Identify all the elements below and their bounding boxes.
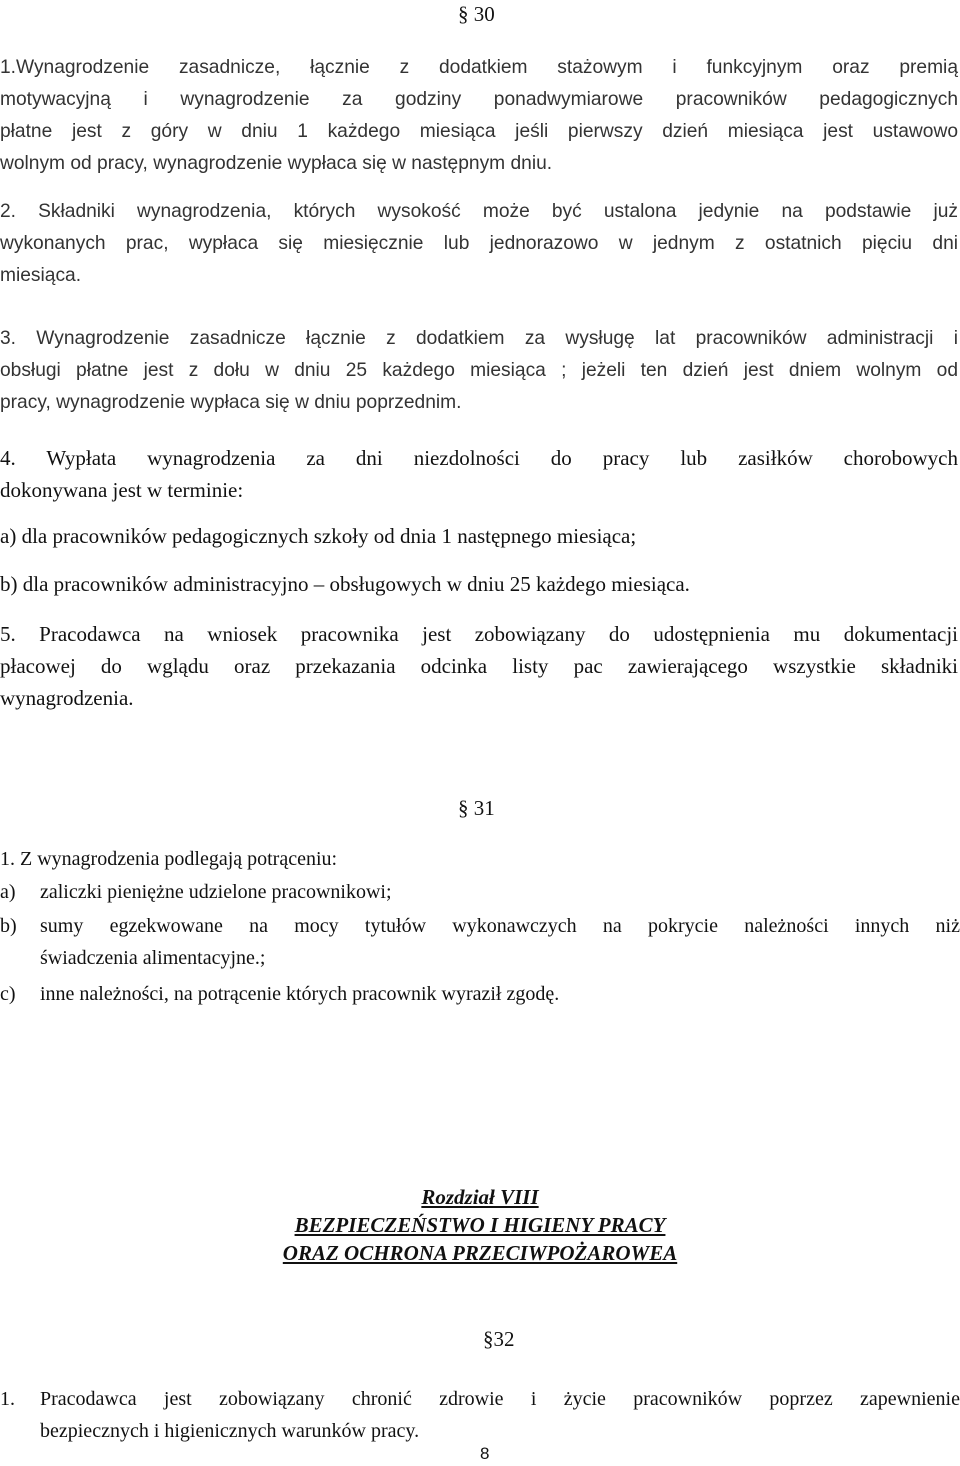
paragraph-3-line-1: 3. Wynagrodzenie zasadnicze łącznie z dodatkiem za wysługę lat pracowników administracji i [0, 328, 958, 349]
paragraph-4-line-1: 4. Wypłata wynagrodzenia za dni niezdolności do pracy lub zasiłków chorobowych [0, 446, 958, 470]
section-31-intro: 1. Z wynagrodzenia podlegają potrąceniu: [0, 848, 338, 870]
section-31-item-c [0, 978, 960, 1010]
section-32-item-1-line-2: bezpiecznych i higienicznych warunków pracy. [40, 1420, 420, 1442]
paragraph-1-line-1: 1.Wynagrodzenie zasadnicze, łącznie z dodatkiem stażowym i funkcyjnym oraz premią [0, 57, 958, 78]
section-32-heading: §32 [483, 1327, 515, 1351]
page-number: 8 [480, 1444, 490, 1463]
chapter-title-line-1: BEZPIECZEŃSTWO I HIGIENY PRACY [294, 1213, 666, 1237]
item-b-line-2: świadczenia alimentacyjne.; [40, 947, 266, 969]
item-b-label: b) [0, 915, 17, 937]
section-31-heading: § 31 [458, 796, 495, 820]
section-30-heading: § 30 [458, 2, 495, 26]
chapter-number: Rozdział VIII [421, 1185, 539, 1209]
section-31-item-a [0, 876, 960, 908]
paragraph-4-item-a: a) dla pracowników pedagogicznych szkoły od dnia 1 następnego miesiąca; [0, 524, 637, 548]
paragraph-1 [0, 52, 958, 180]
paragraph-1-line-2: motywacyjną i wynagrodzenie za godziny ponadwymiarowe pracowników pedagogicznych [0, 89, 958, 110]
paragraph-4 [0, 442, 958, 506]
paragraph-2-line-2: wykonanych prac, wypłaca się miesięcznie lub jednorazowo w jednym z ostatnich pięciu dni [0, 233, 958, 254]
item-c-label: c) [0, 983, 16, 1005]
paragraph-5-line-1: 5. Pracodawca na wniosek pracownika jest zobowiązany do udostępnienia mu dokumentacji [0, 622, 958, 646]
paragraph-4-item-b: b) dla pracowników administracyjno – obsługowych w dniu 25 każdego miesiąca. [0, 572, 690, 596]
paragraph-5-line-2: płacowej do wglądu oraz przekazania odcinka listy pac zawierającego wszystkie składniki [0, 654, 958, 678]
section-32-item-1-label: 1. [0, 1388, 15, 1410]
paragraph-1-line-4: wolnym od pracy, wynagrodzenie wypłaca się w następnym dniu. [0, 153, 553, 174]
paragraph-4-line-2: dokonywana jest w terminie: [0, 478, 244, 502]
paragraph-3 [0, 323, 958, 419]
paragraph-3-line-3: pracy, wynagrodzenie wypłaca się w dniu poprzednim. [0, 392, 462, 413]
chapter-heading [0, 1183, 960, 1267]
section-32-item-1-line-1: Pracodawca jest zobowiązany chronić zdrowie i życie pracowników poprzez zapewnienie [40, 1388, 960, 1410]
item-b-line-1: sumy egzekwowane na mocy tytułów wykonawczych na pokrycie należności innych niż [40, 915, 960, 937]
paragraph-2-line-1: 2. Składniki wynagrodzenia, których wysokość może być ustalona jedynie na podstawie już [0, 201, 958, 222]
item-a-label: a) [0, 881, 16, 903]
paragraph-5-line-3: wynagrodzenia. [0, 686, 134, 710]
paragraph-1-line-3: płatne jest z góry w dniu 1 każdego miesiąca jeśli pierwszy dzień miesiąca jest ustawowo [0, 121, 958, 142]
paragraph-2 [0, 196, 958, 292]
paragraph-5 [0, 618, 958, 714]
item-a-text: zaliczki pieniężne udzielone pracownikowi; [40, 881, 392, 903]
chapter-title-line-2: ORAZ OCHRONA PRZECIWPOŻAROWEA [282, 1241, 678, 1265]
section-31-item-b [0, 910, 960, 974]
item-c-text: inne należności, na potrącenie których pracownik wyraził zgodę. [40, 983, 560, 1005]
section-32-item-1-text [40, 1383, 960, 1447]
section-32-item-1 [0, 1383, 960, 1447]
item-b-text [40, 910, 960, 974]
paragraph-3-line-2: obsługi płatne jest z dołu w dniu 25 każdego miesiąca ; jeżeli ten dzień jest dniem wolnym od [0, 360, 958, 381]
paragraph-2-line-3: miesiąca. [0, 265, 82, 286]
